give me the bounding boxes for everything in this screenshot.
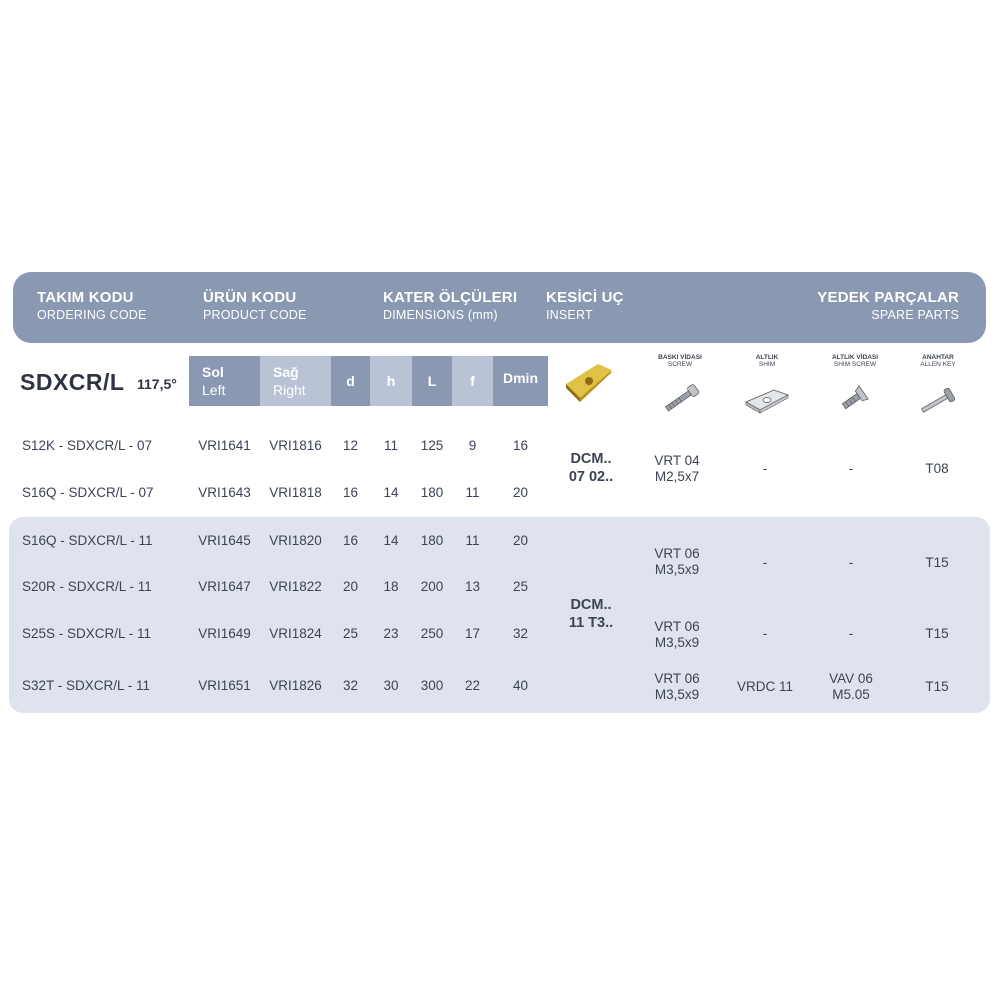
spare-1-screw-line1: VRT 04 — [654, 453, 700, 468]
spare-1-screw-line2: M2,5x7 — [654, 469, 700, 484]
row-6-right: VRI1826 — [269, 678, 322, 693]
spare-parts-subtitle: SPARE PARTS — [871, 308, 959, 322]
dimensions-header — [383, 290, 517, 322]
column-right-en: Right — [273, 382, 306, 398]
shim-screw-label-en: SHIM SCREW — [833, 361, 877, 369]
spare-3-shim: - — [762, 626, 768, 641]
product-code-title: ÜRÜN KODU — [203, 289, 297, 306]
column-dmin-label: Dmin — [503, 370, 538, 386]
insert-diamond-icon — [560, 362, 616, 408]
row-3-d: 16 — [342, 533, 359, 548]
row-1-L: 125 — [420, 438, 444, 453]
spare-1-shim-screw: - — [848, 461, 854, 476]
column-f — [452, 356, 493, 406]
row-1-code: S12K - SDXCR/L - 07 — [22, 438, 153, 453]
row-6-code: S32T - SDXCR/L - 11 — [22, 678, 151, 693]
row-6-h: 30 — [383, 678, 399, 693]
insert-group-11 — [548, 596, 634, 632]
row-5-dmin: 32 — [512, 626, 529, 641]
row-4-h: 18 — [383, 579, 399, 594]
insert-07-line2: 07 02.. — [568, 469, 614, 485]
spare-2-screw-line2: M3,5x9 — [654, 562, 700, 577]
spare-4-key: T15 — [925, 679, 949, 694]
row-5-d: 25 — [342, 626, 359, 641]
ordering-code-subtitle: ORDERING CODE — [37, 308, 147, 322]
row-6-d: 32 — [342, 678, 359, 693]
row-5-h: 23 — [383, 626, 399, 641]
row-2-h: 14 — [383, 485, 399, 500]
screw-label-en: SCREW — [667, 361, 693, 369]
row-5-right: VRI1824 — [269, 626, 322, 641]
column-d — [331, 356, 370, 406]
column-right — [260, 356, 331, 406]
row-4-right: VRI1822 — [269, 579, 322, 594]
row-5-f: 17 — [464, 626, 481, 641]
row-6-dmin: 40 — [512, 678, 529, 693]
spare-4-shim: VRDC 11 — [736, 679, 794, 694]
row-3-left: VRI1645 — [198, 533, 251, 548]
spare-4-screw-line2: M3,5x9 — [654, 687, 700, 702]
spare-1-shim: - — [762, 461, 768, 476]
allen-key-label — [903, 354, 973, 368]
row-3-right: VRI1820 — [269, 533, 322, 548]
spare-4-shim-screw-line1: VAV 06 — [829, 671, 873, 686]
row-3-h: 14 — [383, 533, 399, 548]
allen-key-label-en: ALLEN KEY — [920, 361, 956, 369]
dimensions-subtitle: DIMENSIONS (mm) — [383, 308, 498, 322]
row-1-f: 9 — [468, 438, 477, 453]
shim-label-tr: ALTLIK — [755, 354, 779, 361]
spare-3-shim-screw: - — [848, 626, 854, 641]
screw-icon — [660, 382, 704, 421]
row-4-L: 200 — [420, 579, 444, 594]
row-1-d: 12 — [342, 438, 359, 453]
model-angle: 117,5° — [137, 376, 177, 392]
row-2-d: 16 — [342, 485, 359, 500]
insert-header — [546, 290, 624, 322]
column-dmin — [493, 356, 548, 406]
row-2-left: VRI1643 — [198, 485, 251, 500]
column-left — [189, 356, 260, 406]
shim-screw-icon — [836, 384, 870, 421]
spare-4-shim-screw-line2: M5.05 — [832, 687, 870, 702]
spare-3-screw-line1: VRT 06 — [654, 619, 700, 634]
screw-label-tr: BASKI VİDASI — [658, 354, 702, 361]
spare-3-key: T15 — [925, 626, 949, 641]
spare-1-screw — [640, 453, 714, 485]
row-5-L: 250 — [420, 626, 444, 641]
table-header-band — [13, 272, 986, 343]
column-right-tr: Sağ — [273, 364, 299, 380]
row-2-f: 11 — [465, 485, 480, 500]
row-1-left: VRI1641 — [198, 438, 251, 453]
row-1-h: 11 — [383, 438, 398, 453]
insert-11-line2: 11 T3.. — [568, 615, 614, 631]
row-1-dmin: 16 — [512, 438, 529, 453]
spare-parts-header — [817, 290, 959, 322]
row-5-left: VRI1649 — [198, 626, 251, 641]
insert-07-line1: DCM.. — [570, 451, 612, 467]
row-2-L: 180 — [420, 485, 444, 500]
ordering-code-header — [37, 290, 147, 322]
shim-screw-label-tr: ALTLIK VİDASI — [831, 354, 879, 361]
row-4-dmin: 25 — [512, 579, 529, 594]
row-4-code: S20R - SDXCR/L - 11 — [22, 579, 152, 594]
dimensions-title: KATER ÖLÇÜLERI — [383, 289, 518, 306]
screw-label — [645, 354, 715, 368]
column-f-label: f — [470, 373, 475, 389]
spare-2-screw — [640, 546, 714, 578]
row-4-left: VRI1647 — [198, 579, 251, 594]
shim-screw-label — [820, 354, 890, 368]
column-L — [412, 356, 452, 406]
column-h — [370, 356, 412, 406]
spare-4-screw-line1: VRT 06 — [654, 671, 700, 686]
row-2-right: VRI1818 — [269, 485, 322, 500]
column-h-label: h — [386, 373, 396, 389]
allen-key-icon — [916, 386, 962, 421]
insert-subtitle: INSERT — [546, 308, 593, 322]
row-6-f: 22 — [464, 678, 481, 693]
shim-label-en: SHIM — [758, 361, 776, 369]
spare-2-screw-line1: VRT 06 — [654, 546, 700, 561]
model-name: SDXCR/L — [20, 369, 125, 395]
column-L-label: L — [427, 373, 437, 389]
spare-2-key: T15 — [925, 555, 949, 570]
row-5-code: S25S - SDXCR/L - 11 — [22, 626, 152, 641]
shim-icon — [744, 386, 790, 419]
row-3-code: S16Q - SDXCR/L - 11 — [22, 533, 153, 548]
spare-4-shim-screw — [812, 671, 890, 703]
insert-title: KESİCİ UÇ — [546, 289, 624, 306]
allen-key-label-tr: ANAHTAR — [922, 354, 954, 361]
spare-4-screw — [640, 671, 714, 703]
row-4-d: 20 — [342, 579, 359, 594]
column-left-tr: Sol — [202, 364, 224, 380]
row-6-left: VRI1651 — [198, 678, 251, 693]
spare-parts-title: YEDEK PARÇALAR — [817, 289, 959, 306]
row-3-dmin: 20 — [512, 533, 529, 548]
spare-2-shim: - — [762, 555, 768, 570]
product-code-subtitle: PRODUCT CODE — [203, 308, 307, 322]
spare-1-key: T08 — [925, 461, 949, 476]
insert-11-line1: DCM.. — [570, 597, 612, 613]
row-2-dmin: 20 — [512, 485, 529, 500]
column-left-en: Left — [202, 382, 226, 398]
row-6-L: 300 — [420, 678, 444, 693]
insert-group-07 — [548, 450, 634, 486]
spare-2-shim-screw: - — [848, 555, 854, 570]
row-3-f: 11 — [465, 533, 480, 548]
row-2-code: S16Q - SDXCR/L - 07 — [22, 485, 154, 500]
spare-3-screw-line2: M3,5x9 — [654, 635, 700, 650]
ordering-code-title: TAKIM KODU — [37, 289, 134, 306]
row-4-f: 13 — [464, 579, 481, 594]
shim-label — [732, 354, 802, 368]
spare-3-screw — [640, 619, 714, 651]
row-3-L: 180 — [420, 533, 444, 548]
product-code-header — [203, 290, 307, 322]
column-d-label: d — [346, 373, 355, 389]
row-1-right: VRI1816 — [269, 438, 322, 453]
